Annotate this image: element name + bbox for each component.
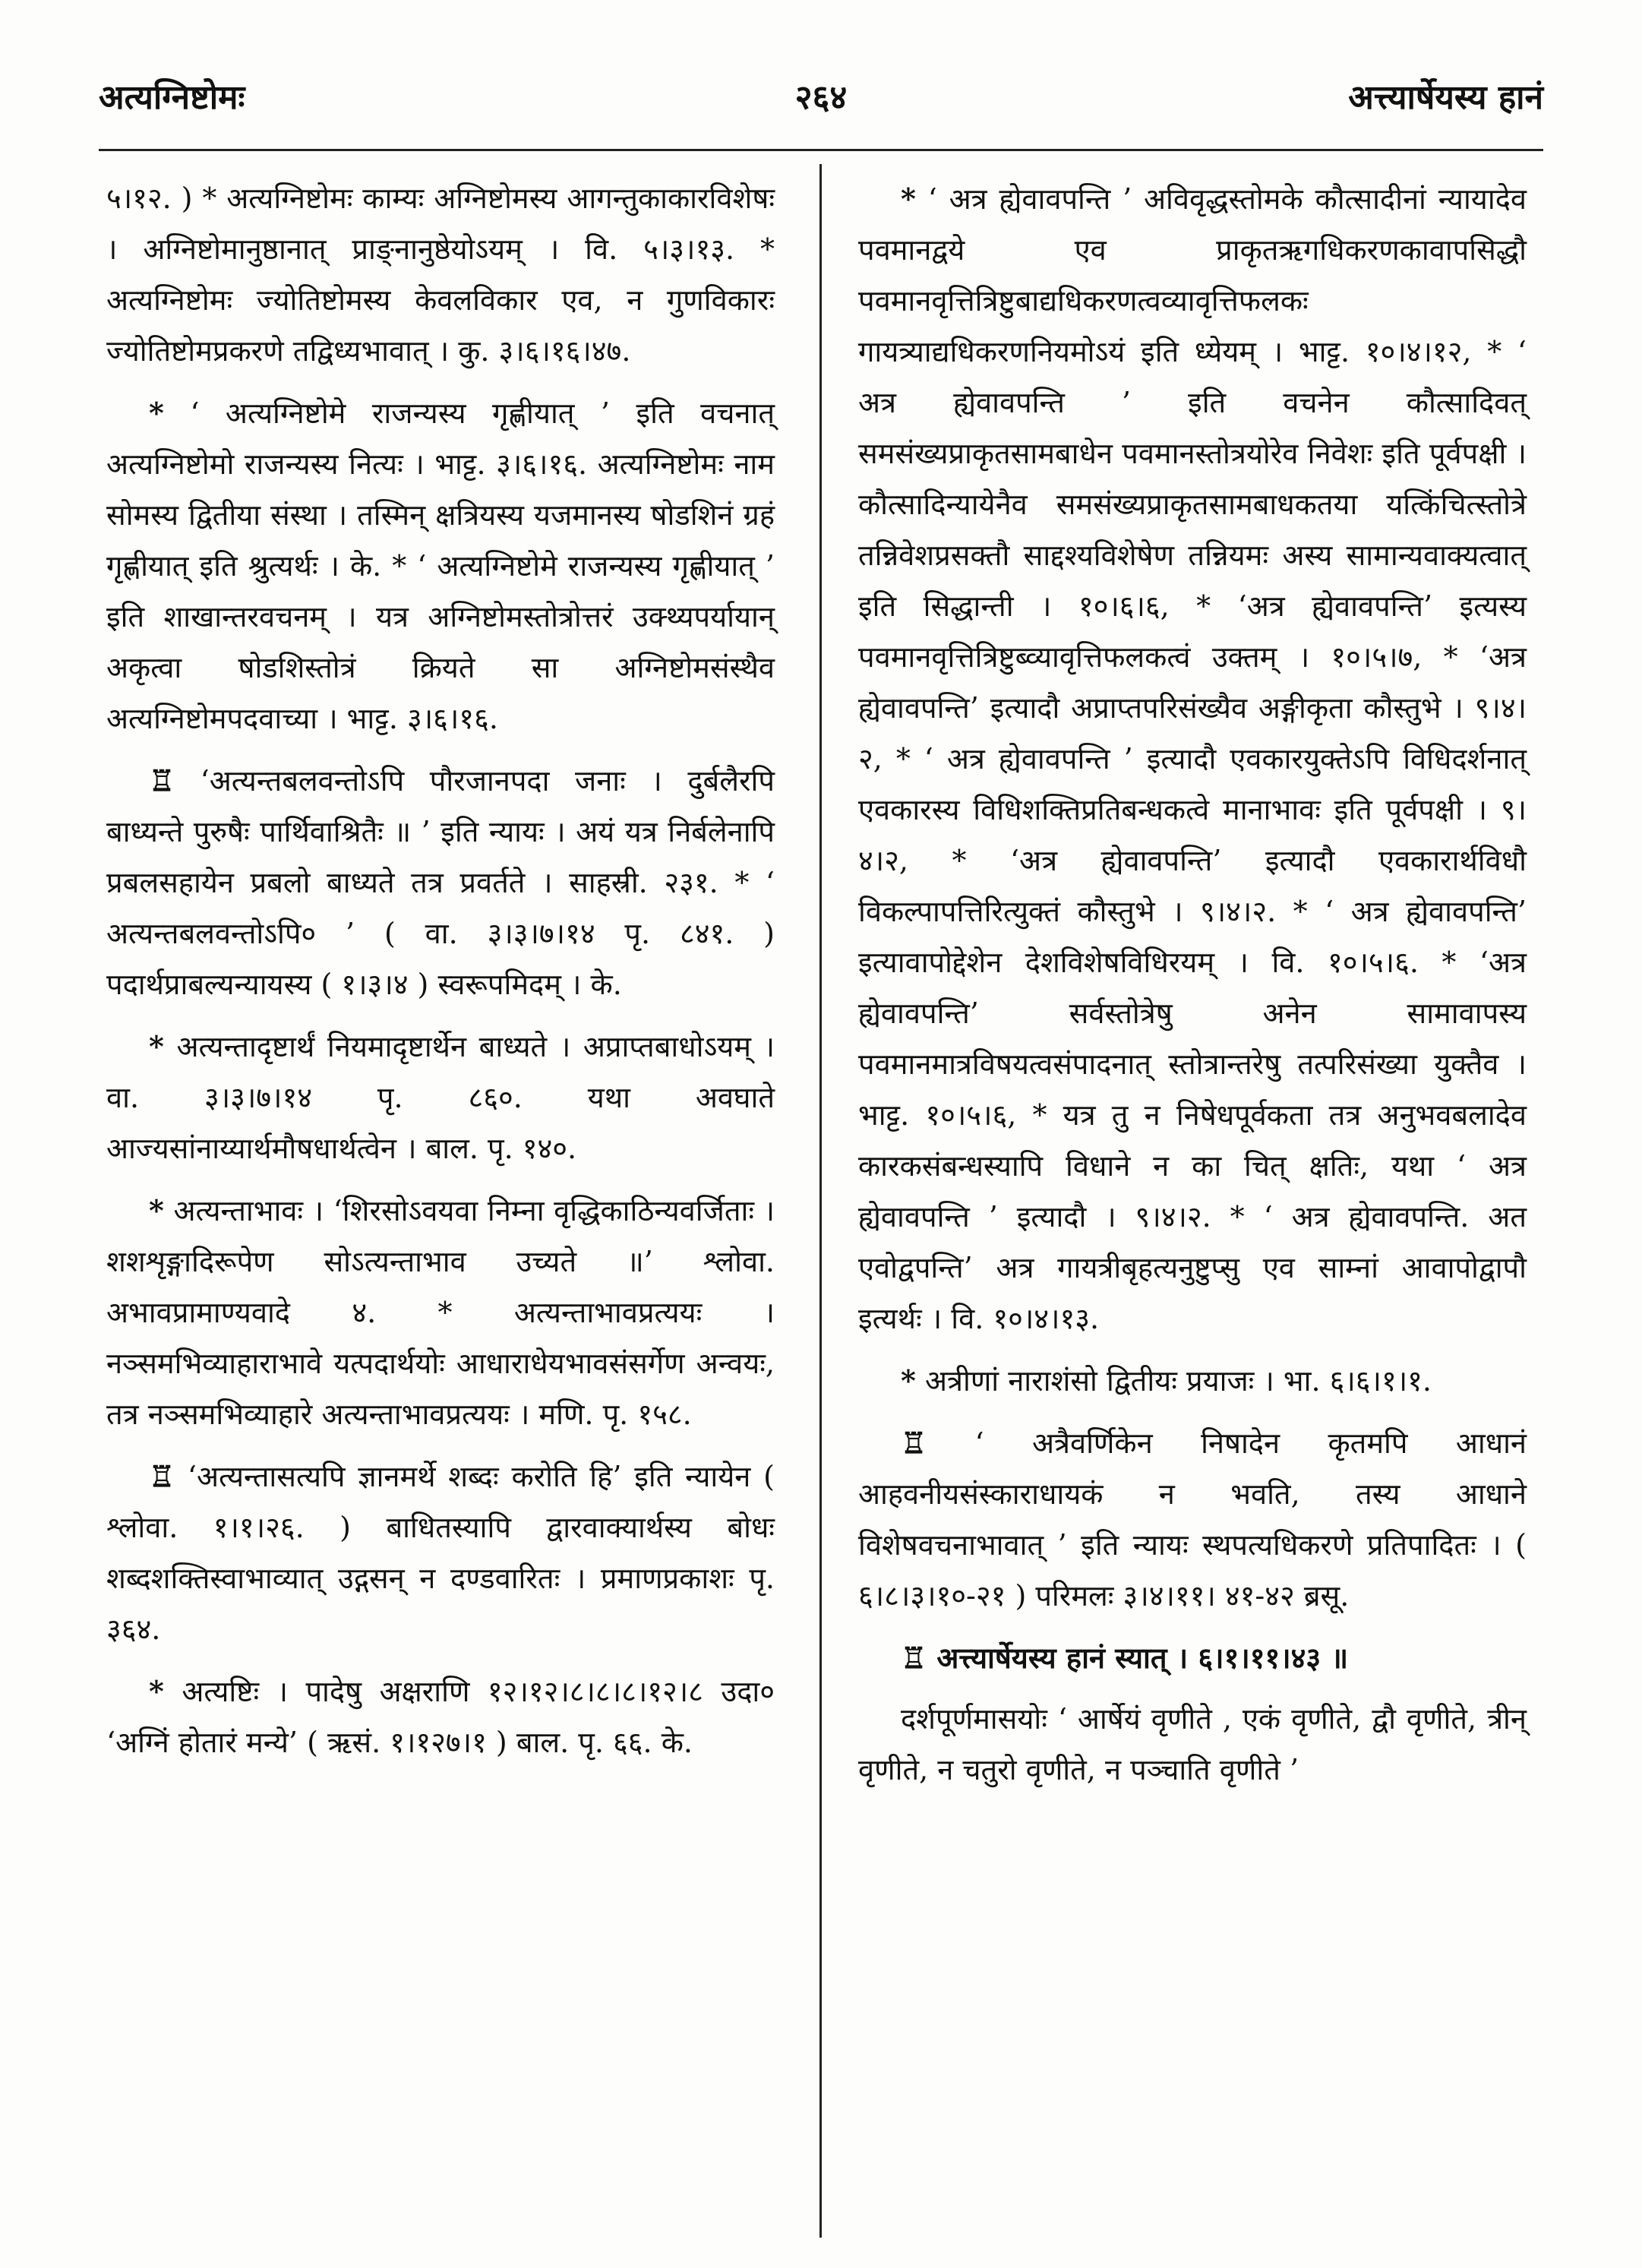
entry-marker: * — [149, 1029, 164, 1063]
entry-paragraph — [106, 755, 775, 1010]
page-number: २६४ — [794, 78, 848, 117]
entry-text: अत्रीणां नाराशंसो द्वितीयः प्रयाजः । भा. ६।६।१।१. — [924, 1364, 1432, 1398]
entry-marker: * — [901, 182, 916, 216]
entry-paragraph — [106, 1021, 775, 1174]
entry-text: अत्यन्ताभावः । ‘शिरसोऽवयवा निम्ना वृद्धिकाठिन्यवर्जिताः । शशशृङ्गादिरूपेण सोऽत्यन्ताभाव उच्यते ॥’ श्लोवा. अभावप्रामाण्यवादे ४. * अत्यन्ताभावप्रत्ययः । नञ्समभिव्याहाराभावे यत्पदार्थयोः आधाराधेयभावसंसर्गेण अन्वयः, तत्र नञ्समभिव्याहारे अत्यन्ताभावप्रत्ययः । मणि. पृ. १५८. — [106, 1194, 775, 1431]
entry-marker: * — [149, 1674, 164, 1708]
entry-marker: * — [149, 396, 164, 430]
entry-paragraph — [106, 1185, 775, 1440]
entry-paragraph — [858, 1632, 1527, 1683]
entry-paragraph — [106, 173, 775, 377]
entry-marker: ♖ — [901, 1641, 927, 1675]
entry-paragraph — [106, 1666, 775, 1768]
entry-paragraph — [106, 387, 775, 744]
entry-text: ‘ अत्यग्निष्टोमे राजन्यस्य गृह्णीयात् ’ इति वचनात् अत्यग्निष्टोमो राजन्यस्य नित्यः । भाट्ट. ३।६।१६. अत्यग्निष्टोमः नाम सोमस्य द्वितीया संस्था । तस्मिन् क्षत्रियस्य यजमानस्य षोडशिनं ग्रहं गृह्णीयात् इति श्रुत्यर्थः । के. * ‘ अत्यग्निष्टोमे राजन्यस्य गृह्णीयात् ’ इति शाखान्तरवचनम् । यत्र अग्निष्टोमस्तोत्रोत्तरं उक्थ्यपर्यायान् अकृत्वा षोडशिस्तोत्रं क्रियते सा अग्निष्टोमसंस्थैव अत्यग्निष्टोमपदवाच्या । भाट्ट. ३।६।१६. — [106, 396, 775, 735]
entry-text: ‘ अत्रैवर्णिकेन निषादेन कृतमपि आधानं आहवनीयसंस्काराधायकं न भवति, तस्य आधाने विशेषवचनाभावात् ’ इति न्यायः स्थपत्यधिकरणे प्रतिपादितः । ( ६।८।३।१०-२१ ) परिमलः ३।४।११। ४१-४२ ब्रसू. — [858, 1426, 1527, 1613]
entry-marker: ♖ — [149, 763, 175, 798]
entry-text: ५।१२. ) * अत्यग्निष्टोमः काम्यः अग्निष्टोमस्य आगन्तुकाकारविशेषः । अग्निष्टोमानुष्ठानात् प्राङ्नानुष्ठेयोऽयम् । वि. ५।३।१३. * अत्यग्निष्टोमः ज्योतिष्टोमस्य केवलविकार एव, न गुणविकारः ज्योतिष्टोमप्रकरणे तद्विध्यभावात् । कु. ३।६।१६।४७. — [106, 182, 775, 368]
entry-text: ‘ अत्र ह्येवावपन्ति ’ अविवृद्धस्तोमके कौत्सादीनां न्यायादेव पवमानद्वये एव प्राकृतऋगधिकरणकावापसिद्धौ पवमानवृत्तित्रिष्टुबाद्यधिकरणत्वव्यावृत्तिफलकः गायत्र्याद्यधिकरणनियमोऽयं इति ध्येयम् । भाट्ट. १०।४।१२, * ‘ अत्र ह्येवावपन्ति ’ इति वचनेन कौत्सादिवत् समसंख्यप्राकृतसामबाधेन पवमानस्तोत्रयोरेव निवेशः इति पूर्वपक्षी । कौत्सादिन्यायेनैव समसंख्यप्राकृतसामबाधकतया यत्किंचित्स्तोत्रे तन्निवेशप्रसक्तौ साद्दश्यविशेषेण तन्नियमः अस्य सामान्यवाक्यत्वात् इति सिद्धान्ती । १०।६।६, * ‘अत्र ह्येवावपन्ति’ इत्यस्य पवमानवृत्तित्रिष्टुब्व्यावृत्तिफलकत्वं उक्तम् । १०।५।७, * ‘अत्र ह्येवावपन्ति’ इत्यादौ अप्राप्तपरिसंख्यैव अङ्गीकृता कौस्तुभे । ९।४।२, * ‘ अत्र ह्येवावपन्ति ’ इत्यादौ एवकारयुक्तेऽपि विधिदर्शनात् एवकारस्य विधिशक्तिप्रतिबन्धकत्वे मानाभावः इति पूर्वपक्षी । ९।४।२, * ‘अत्र ह्येवावपन्ति’ इत्यादौ एवकारार्थविधौ विकल्पापत्तिरित्युक्तं कौस्तुभे । ९।४।२. * ‘ अत्र ह्येवावपन्ति’ इत्यावापोद्देशेन देशविशेषविधिरयम् । वि. १०।५।६. * ‘अत्र ह्येवावपन्ति’ सर्वस्तोत्रेषु अनेन सामावापस्य पवमानमात्रविषयत्वसंपादनात् स्तोत्रान्तरेषु तत्परिसंख्या युक्तैव । भाट्ट. १०।५।६, * यत्र तु न निषेधपूर्वकता तत्र अनुभवबलादेव कारकसंबन्धस्यापि विधाने न का चित् क्षतिः, यथा ‘ अत्र ह्येवावपन्ति ’ इत्यादौ । ९।४।२. * ‘ अत्र ह्येवावपन्ति. अत एवोद्वपन्ति’ अत्र गायत्रीबृहत्यनुष्टुप्सु एव साम्नां आवापोद्वापौ इत्यर्थः । वि. १०।४।१३. — [858, 182, 1527, 1335]
entry-marker: ♖ — [149, 1459, 175, 1493]
entry-text: अत्यन्तादृष्टार्थं नियमादृष्टार्थेन बाध्यते । अप्राप्तबाधोऽयम् । वा. ३।३।७।१४ पृ. ८६०. यथा अवघाते आज्यसांनाय्यार्थमौषधार्थत्वेन । बाल. पृ. १४०. — [106, 1030, 775, 1165]
entry-text: ‘अत्यन्तासत्यपि ज्ञानमर्थे शब्दः करोति हि’ इति न्यायेन ( श्लोवा. १।१।२६. ) बाधितस्यापि द्वारवाक्यार्थस्य बोधः शब्दशक्तिस्वाभाव्यात् उद्गसन् न दण्डवारितः । प्रमाणप्रकाशः पृ. ३६४. — [106, 1460, 775, 1646]
entry-paragraph — [858, 1355, 1527, 1407]
entry-paragraph — [858, 1417, 1527, 1622]
entry-text: दर्शपूर्णमासयोः ‘ आर्षेयं वृणीते , एकं वृणीते, द्वौ वृणीते, त्रीन् वृणीते, न चतुरो वृणीते, न पञ्चाति वृणीते ’ — [858, 1702, 1527, 1786]
entry-marker: * — [901, 1363, 916, 1398]
entry-paragraph — [858, 1694, 1527, 1796]
header-left-term: अत्यग्निष्टोमः — [99, 78, 245, 117]
entry-text: ‘अत्यन्तबलवन्तोऽपि पौरजानपदा जनाः । दुर्बलैरपि बाध्यन्ते पुरुषैः पार्थिवाश्रितैः ॥ ’ इति न्यायः । अयं यत्र निर्बलेनापि प्रबलसहायेन प्रबलो बाध्यते तत्र प्रवर्तते । साहस्री. २३१. * ‘ अत्यन्तबलवन्तोऽपि० ’ ( वा. ३।३।७।१४ पृ. ८४१. ) पदार्थप्राबल्यन्यायस्य ( १।३।४ ) स्वरूपमिदम् । के. — [106, 764, 775, 1001]
entry-marker: ♖ — [901, 1426, 927, 1460]
column-divider — [819, 164, 822, 2238]
entry-text: अत्यष्टिः । पादेषु अक्षराणि १२।१२।८।८।८।१२।८ उदा० ‘अग्निं होतारं मन्ये’ ( ऋसं. १।१२७।१ ) बाल. पृ. ६६. के. — [106, 1675, 775, 1759]
page-header — [99, 73, 1543, 134]
entry-marker: * — [149, 1193, 164, 1227]
header-right-term: अत्त्यार्षेयस्य हानं — [1348, 78, 1543, 117]
header-rule — [99, 149, 1543, 151]
entry-paragraph — [106, 1451, 775, 1655]
left-column — [106, 173, 775, 1779]
entry-text: अत्त्यार्षेयस्य हानं स्यात् । ६।१।११।४३ ॥ — [936, 1641, 1349, 1675]
entry-paragraph — [858, 173, 1527, 1344]
right-column — [858, 173, 1527, 1806]
